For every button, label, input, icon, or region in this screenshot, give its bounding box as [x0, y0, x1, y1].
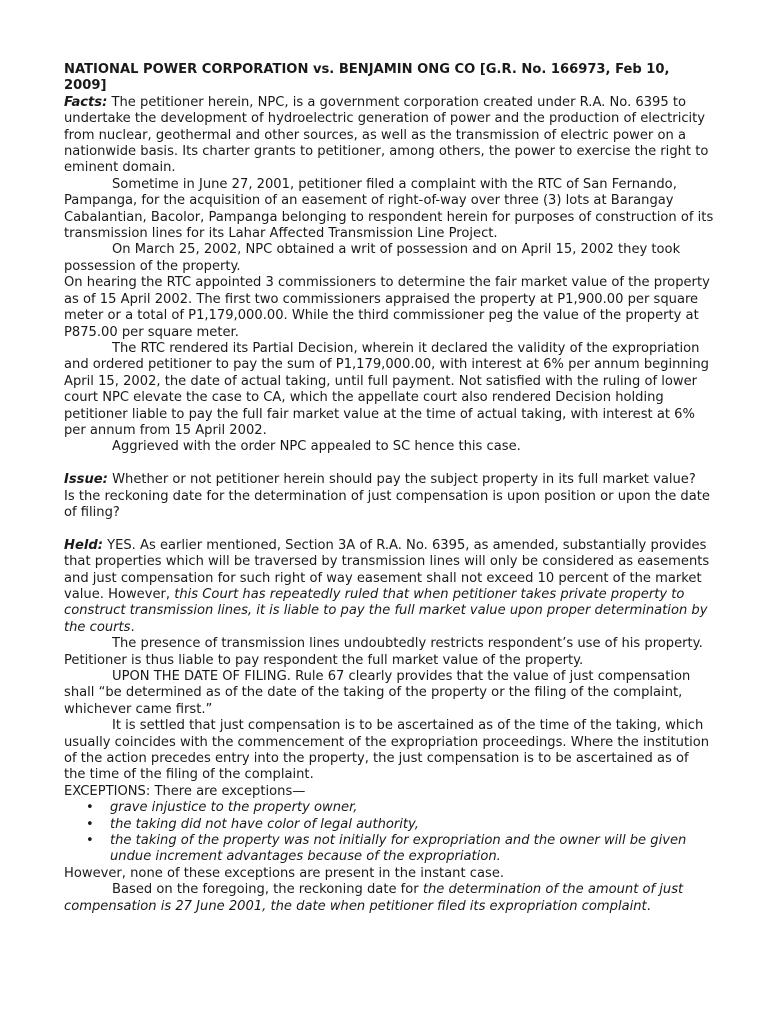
held-label: Held:	[64, 537, 103, 553]
held-paragraph-2: The presence of transmission lines undoubtedly restricts respondent’s use of his property. Petitioner is thus liable to pay respondent the full market value of the property.	[64, 636, 703, 668]
exception-text: the taking did not have color of legal authority,	[110, 816, 419, 832]
facts-text-1: The petitioner herein, NPC, is a government corporation created under R.A. No. 6395 to undertake the development of hydroelectric generation of power and the production of electricity from nuclear, geothermal and other sources, as well as the transmission of electric power on a nationwide basis. Its charter grants to petitioner, among others, the power to exercise the right to eminent domain.	[64, 94, 709, 176]
held-paragraph-1	[64, 538, 714, 636]
bullet-icon: •	[86, 816, 94, 832]
facts-paragraph-1	[64, 95, 714, 177]
facts-paragraph-2: Sometime in June 27, 2001, petitioner filed a complaint with the RTC of San Fernando, Pampanga, for the acquisition of an easement of right-of-way over three (3) lots at Barangay Cabalantian, Bacolor, Pampanga belonging to respondent herein for purposes of construction of its transmission lines for its Lahar Affected Transmission Line Project.	[64, 176, 714, 242]
held-conclusion-emphasis: the determination of the amount of just compensation is 27 June 2001, the date when petitioner filed its expropriation complaint	[64, 882, 684, 914]
exception-text: grave injustice to the property owner,	[110, 800, 358, 816]
issue-label: Issue:	[64, 472, 108, 488]
issue-paragraph-2: Is the reckoning date for the determination of just compensation is upon position or upon the date of filing?	[64, 488, 710, 520]
held-text-1-end: .	[130, 619, 135, 635]
section-spacer	[64, 521, 714, 537]
facts-paragraph-6: Aggrieved with the order NPC appealed to SC hence this case.	[112, 439, 521, 455]
held-text-1: YES. As earlier mentioned, Section 3A of R.A. No. 6395, as amended, substantially provides that properties which will be traversed by transmission lines will only be considered as easements and just compensation for such right of way easement shall not exceed 10 percent of the market value. However,	[64, 537, 710, 602]
held-ruling-emphasis: this Court has repeatedly ruled that when petitioner takes private property to construct transmission lines, it is liable to pay the full market value upon proper determination by the courts	[64, 586, 708, 635]
held-paragraph-6: However, none of these exceptions are present in the instant case.	[64, 865, 505, 881]
held-paragraph-3: UPON THE DATE OF FILING. Rule 67 clearly provides that the value of just compensation shall “be determined as of the date of the taking of the property or the filing of the complaint, whichever came first.”	[64, 669, 691, 717]
case-title: NATIONAL POWER CORPORATION vs. BENJAMIN ONG CO [G.R. No. 166973, Feb 10, 2009]	[64, 62, 670, 94]
document-body	[64, 62, 714, 915]
facts-paragraph-4: On hearing the RTC appointed 3 commissioners to determine the fair market value of the property as of 15 April 2002. The first two commissioners appraised the property at P1,900.00 per square meter or a total of P1,179,000.00. While the third commissioner peg the value of the property at P875.00 per square meter.	[64, 275, 710, 340]
exceptions-list	[64, 800, 714, 866]
facts-paragraph-3: On March 25, 2002, NPC obtained a writ of possession and on April 15, 2002 they took possession of the property.	[64, 242, 681, 274]
section-spacer	[64, 456, 714, 472]
bullet-icon: •	[86, 800, 94, 816]
issue-paragraph-1	[64, 472, 714, 488]
list-item	[86, 800, 714, 816]
facts-paragraph-5: The RTC rendered its Partial Decision, wherein it declared the validity of the expropriation and ordered petitioner to pay the sum of P1,179,000.00, with interest at 6% per annum beginning April 15, 2002, the date of actual taking, until full payment. Not satisfied with the ruling of lower court NPC elevate the case to CA, which the appellate court also rendered Decision holding petitioner liable to pay the full fair market value at the time of actual taking, with interest at 6% per annum from 15 April 2002.	[64, 340, 709, 438]
list-item	[86, 816, 714, 833]
held-paragraph-7	[64, 882, 714, 915]
held-text-7-end: .	[646, 898, 651, 914]
issue-text-1: Whether or not petitioner herein should pay the subject property in its full market value?	[107, 472, 696, 488]
exception-text: the taking of the property was not initially for expropriation and the owner will be given undue increment advantages because of the expropriation.	[110, 833, 687, 865]
bullet-icon: •	[86, 833, 94, 849]
held-paragraph-4: It is settled that just compensation is to be ascertained as of the time of the taking, which usually coincides with the commencement of the expropriation proceedings. Where the institution of the action precedes entry into the property, the just compensation is to be ascertained as of the time of the filing of the complaint.	[64, 718, 710, 783]
facts-label: Facts:	[64, 94, 108, 110]
list-item	[86, 833, 714, 866]
held-text-7: Based on the foregoing, the reckoning date for	[112, 882, 423, 898]
held-paragraph-5: EXCEPTIONS: There are exceptions—	[64, 783, 306, 799]
